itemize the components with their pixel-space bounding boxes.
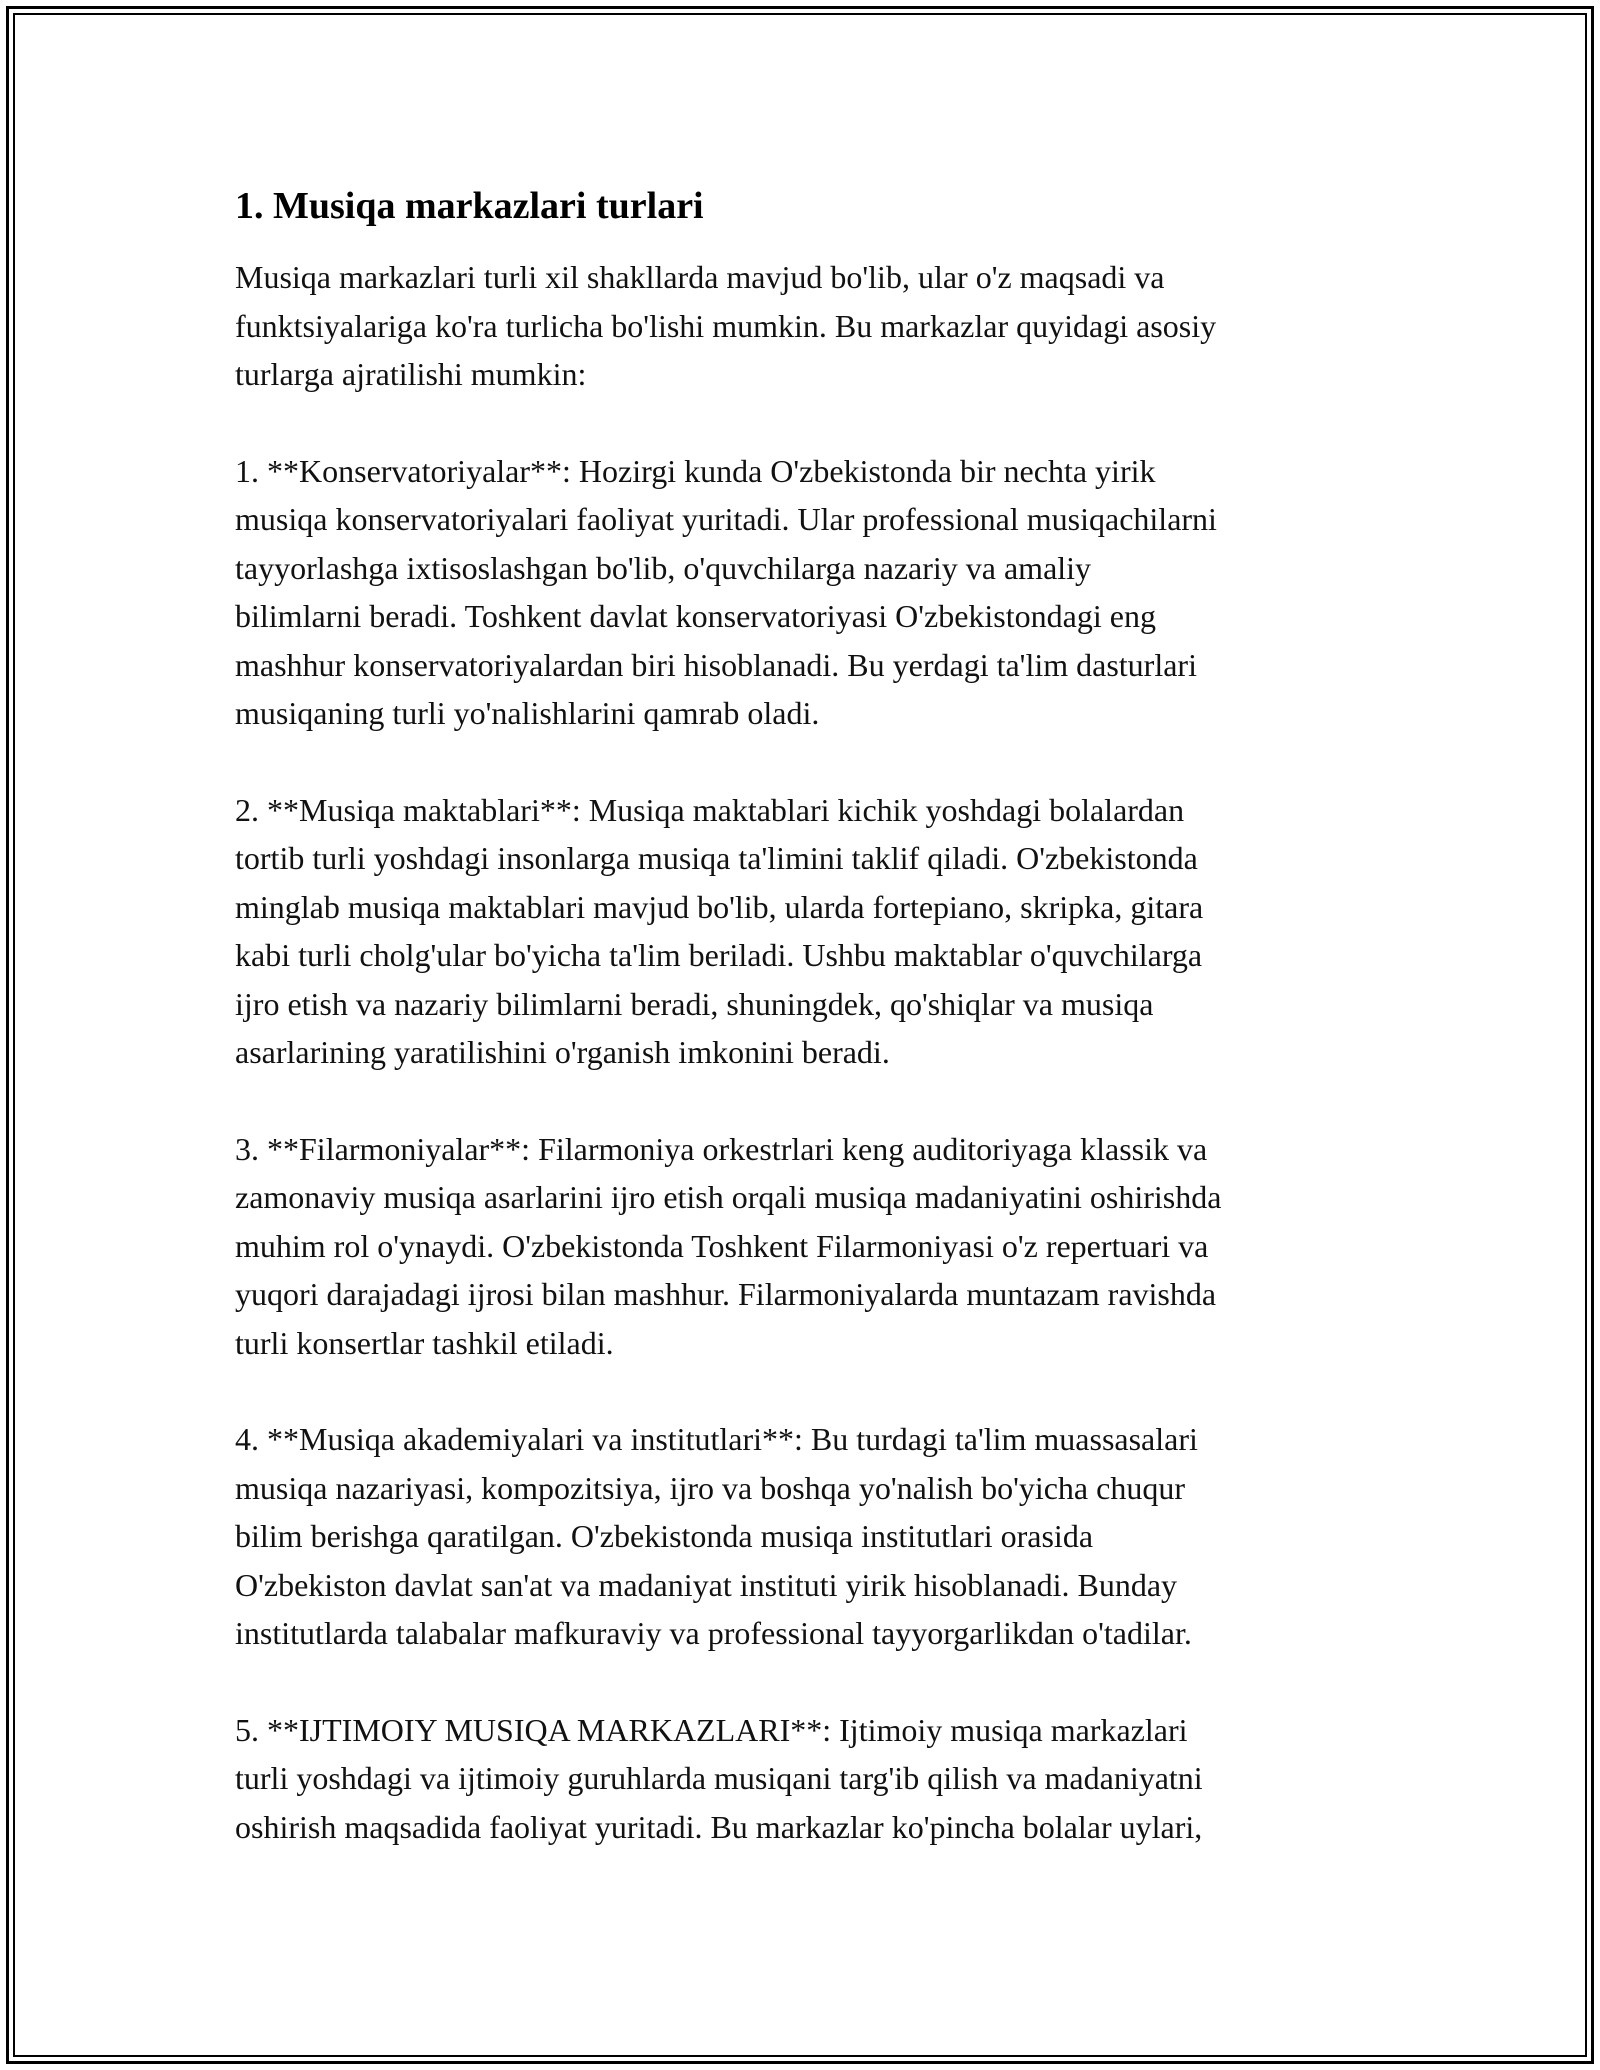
- list-item-akademiyalar: 4. **Musiqa akademiyalari va institutlari**: Bu turdagi ta'lim muassasalari musiqa nazariyasi, kompozitsiya, ijro va boshqa yo'nalish bo'yicha chuqur bilim berishga qaratilgan. O'zbekistonda musiqa institutlari orasida O'zbekiston davlat san'at va madaniyat instituti yirik hisoblanadi. Bunday institutlarda talabalar mafkuraviy va professional tayyorgarlikdan o'tadilar.: [235, 1421, 1198, 1652]
- list-item-filarmoniyalar: 3. **Filarmoniyalar**: Filarmoniya orkestrlari keng auditoriyaga klassik va zamonaviy musiqa asarlarini ijro etish orqali musiqa madaniyatini oshirishda muhim rol o'ynaydi. O'zbekistonda Toshkent Filarmoniyasi o'z repertuari va yuqori darajadagi ijrosi bilan mashhur. Filarmoniyalarda muntazam ravishda turli konsertlar tashkil etiladi.: [235, 1130, 1222, 1361]
- list-item-konservatoriyalar: 1. **Konservatoriyalar**: Hozirgi kunda O'zbekistonda bir nechta yirik musiqa konservatoriyalari faoliyat yuritadi. Ular professional musiqachilarni tayyorlashga ixtisoslashgan bo'lib, o'quvchilarga nazariy va amaliy bilimlarni beradi. Toshkent davlat konservatoriyasi O'zbekistondagi eng mashhur konservatoriyalardan biri hisoblanadi. Bu yerdagi ta'lim dasturlari musiqaning turli yo'nalishlarini qamrab oladi.: [235, 452, 1217, 732]
- section-heading: 1. Musiqa markazlari turlari: [235, 185, 704, 227]
- list-item-ijtimoiy-markazlar: 5. **IJTIMOIY MUSIQA MARKAZLARI**: Ijtimoiy musiqa markazlari turli yoshdagi va ijtimoiy guruhlarda musiqani targ'ib qilish va madaniyatni oshirish maqsadida faoliyat yuritadi. Bu markazlar ko'pincha bolalar uylari,: [235, 1711, 1203, 1845]
- list-item-musiqa-maktablari: 2. **Musiqa maktablari**: Musiqa maktablari kichik yoshdagi bolalardan tortib turli yoshdagi insonlarga musiqa ta'limini taklif qiladi. O'zbekistonda minglab musiqa maktablari mavjud bo'lib, ularda fortepiano, skripka, gitara kabi turli cholg'ular bo'yicha ta'lim beriladi. Ushbu maktablar o'quvchilarga ijro etish va nazariy bilimlarni beradi, shuningdek, qo'shiqlar va musiqa asarlarining yaratilishini o'rganish imkonini beradi.: [235, 791, 1204, 1071]
- intro-paragraph: Musiqa markazlari turli xil shakllarda mavjud bo'lib, ular o'z maqsadi va funktsiyalariga ko'ra turlicha bo'lishi mumkin. Bu markazlar quyidagi asosiy turlarga ajratilishi mumkin:: [235, 259, 1217, 393]
- document-body: [235, 182, 1375, 1899]
